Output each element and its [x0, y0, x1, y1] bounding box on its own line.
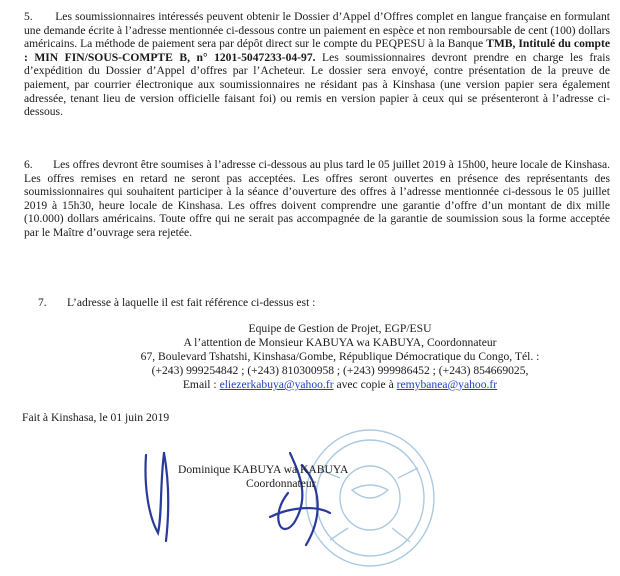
email-copy-text: avec copie à: [333, 378, 397, 391]
handwritten-signature: [120, 445, 340, 555]
address-line-org: Equipe de Gestion de Projet, EGP/ESU: [248, 322, 432, 335]
address-line-street: 67, Boulevard Tshatshi, Kinshasa/Gombe, République Démocratique du Congo, Tél. :: [140, 350, 540, 363]
signatory-name: Dominique KABUYA wa KABUYA: [178, 463, 349, 476]
place-date: Fait à Kinshasa, le 01 juin 2019: [22, 411, 170, 424]
bank-account-details: TMB, Intitulé du compte : MIN FIN/SOUS-COMPTE B, n° 1201-5047233-04-97.: [24, 37, 610, 64]
paragraph-5: [24, 10, 610, 119]
paragraph-7-text: L’adresse à laquelle il est fait référence ci-dessus est :: [67, 296, 316, 309]
signatory-title: Coordonnateur: [246, 477, 316, 490]
paragraph-7: [38, 296, 578, 310]
paragraph-number: 5.: [24, 10, 33, 23]
paragraph-number: 7.: [38, 296, 47, 309]
paragraph-5-text-a: Les soumissionnaires intéressés peuvent obtenir le Dossier d’Appel d’Offres complet en langue française en formulant une demande écrite à l’adresse mentionnée ci-dessous contre un paiement en espèce et non remboursable de cent (100) dollars américains. La méthode de paiement sera par dépôt direct sur le compte du PEQPESU à la Banque: [24, 10, 610, 51]
address-line-phones: (+243) 999254842 ; (+243) 810300958 ; (+243) 999986452 ; (+243) 854669025,: [151, 364, 529, 377]
address-line-email: [80, 378, 600, 392]
paragraph-number: 6.: [24, 158, 33, 171]
paragraph-6: [24, 158, 610, 240]
paragraph-6-text: Les offres devront être soumises à l’adresse ci-dessous au plus tard le 05 juillet 2019 à 15h00, heure locale de Kinshasa. Les offres remises en retard ne seront pas acceptées. Les offres seront ouvertes en présence des représentants des soumissionnaires qui souhaitent participer à la séance d’ouverture des offres à l’adresse mentionnée ci-dessous le 05 juillet 2019 à 15h30, heure locale de Kinshasa. Les offres doivent comprendre une garantie d’offre d’un montant de dix mille (10.000) dollars américains. Toute offre qui ne serait pas accompagnée de la garantie de soumission sous la forme acceptée par le Maître d’ouvrage sera rejetée.: [24, 158, 610, 239]
email-link-primary[interactable]: eliezerkabuya@yahoo.fr: [219, 378, 334, 391]
paragraph-5-text-b: Les soumissionnaires devront prendre en charge les frais d’expédition du Dossier d’Appel d’offres par l’Acheteur. Le dossier sera envoyé, contre présentation de la preuve de paiement, par courrier électronique aux soumissionnaires ne résidant pas à Kinshasa (une version papier sera également adressée, tenant lieu de version officielle faisant foi) ou remis en version papier à ceux qui se présenteront à l’adresse ci-dessous.: [24, 50, 611, 119]
address-block: [80, 322, 600, 392]
email-link-copy[interactable]: remybanea@yahoo.fr: [396, 378, 498, 391]
email-label: Email :: [182, 378, 220, 391]
address-line-attention: A l’attention de Monsieur KABUYA wa KABUYA, Coordonnateur: [183, 336, 497, 349]
